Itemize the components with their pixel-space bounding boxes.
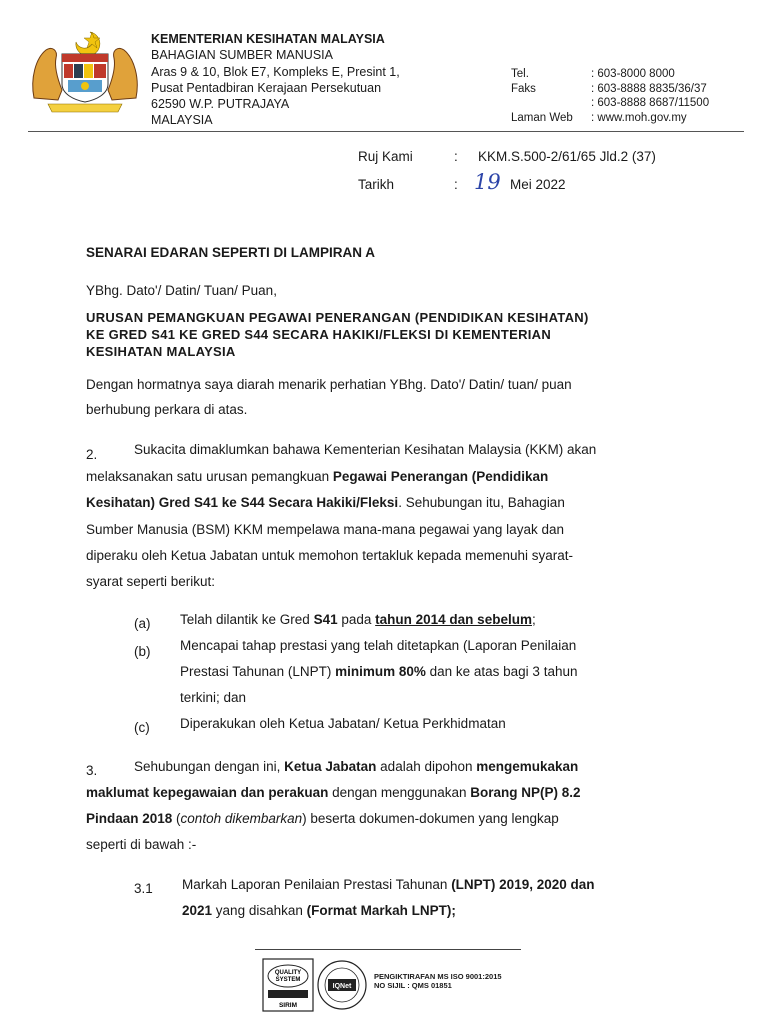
paragraph-2-line: Sukacita dimaklumkan bahawa Kementerian Kesihatan Malaysia (KKM) akan (134, 442, 597, 457)
tel-label: Tel. (511, 68, 529, 80)
tel-value: : 603-8000 8000 (591, 68, 675, 80)
condition-label: (c) (134, 720, 150, 735)
condition-c: Diperakukan oleh Ketua Jabatan/ Ketua Perkhidmatan (180, 716, 506, 731)
website-value: : www.moh.gov.my (591, 112, 687, 124)
condition-a: Telah dilantik ke Gred S41 pada tahun 2014 dan sebelum; (180, 612, 536, 627)
system-text: SYSTEM (275, 977, 301, 983)
condition-b-line: terkini; dan (180, 690, 247, 705)
item-number: 3.1 (134, 881, 153, 896)
address-line: Pusat Pentadbiran Kerajaan Persekutuan (151, 81, 382, 95)
letterhead-divider (28, 131, 744, 132)
fax-value-2: : 603-8888 8687/11500 (591, 97, 710, 109)
fax-label: Faks (511, 83, 536, 95)
paragraph-3-line: maklumat kepegawaian dan perakuan dengan menggunakan Borang NP(P) 8.2 (86, 785, 581, 800)
date-label: Tarikh (358, 177, 395, 192)
reference-label: Ruj Kami (358, 149, 413, 164)
paragraph-3-line: Sehubungan dengan ini, Ketua Jabatan adalah dipohon mengemukakan (134, 759, 579, 774)
website-label: Laman Web (511, 112, 573, 124)
sirim-text: SIRIM (278, 1002, 298, 1009)
address-line: MALAYSIA (151, 113, 213, 127)
certification-text: PENGIKTIRAFAN MS ISO 9001:2015 (374, 972, 502, 981)
condition-label: (b) (134, 644, 151, 659)
subject-line: URUSAN PEMANGKUAN PEGAWAI PENERANGAN (PENDIDIKAN KESIHATAN) (86, 310, 589, 325)
coat-of-arms-icon (28, 28, 142, 114)
certificate-number: NO SIJIL : QMS 01851 (374, 981, 452, 990)
paragraph-number: 3. (86, 763, 98, 778)
subject-line: KE GRED S41 KE GRED S44 SECARA HAKIKI/FLEKSI DI KEMENTERIAN (86, 327, 552, 342)
paragraph-number: 2. (86, 447, 98, 462)
paragraph-2-line: Sumber Manusia (BSM) KKM mempelawa mana-mana pegawai yang layak dan (86, 522, 564, 537)
ministry-name: KEMENTERIAN KESIHATAN MALAYSIA (151, 32, 385, 46)
condition-b-line: Prestasi Tahunan (LNPT) minimum 80% dan ke atas bagi 3 tahun (180, 664, 578, 679)
paragraph-3-line: seperti di bawah :- (86, 837, 197, 852)
address-line: Aras 9 & 10, Blok E7, Kompleks E, Presint 1, (151, 65, 400, 79)
item-3-1-line: Markah Laporan Penilaian Prestasi Tahunan (LNPT) 2019, 2020 dan (182, 877, 595, 892)
fax-value: : 603-8888 8835/36/37 (591, 83, 707, 95)
condition-b-line: Mencapai tahap prestasi yang telah ditetapkan (Laporan Penilaian (180, 638, 577, 653)
footer-divider (255, 949, 521, 950)
reference-number: KKM.S.500-2/61/65 Jld.2 (37) (478, 149, 656, 164)
item-3-1-line: 2021 yang disahkan (Format Markah LNPT); (182, 903, 456, 918)
intro-line: berhubung perkara di atas. (86, 402, 248, 417)
handwritten-day: 19 (474, 170, 501, 194)
iqnet-text: IQNet (332, 983, 352, 990)
intro-line: Dengan hormatnya saya diarah menarik perhatian YBhg. Dato'/ Datin/ tuan/ puan (86, 377, 572, 392)
date-colon: : (454, 177, 458, 192)
quality-text: QUALITY (274, 970, 302, 976)
date-month-year: Mei 2022 (510, 177, 566, 192)
paragraph-3-line: Pindaan 2018 (contoh dikembarkan) beserta dokumen-dokumen yang lengkap (86, 811, 559, 826)
certification-logos-icon (262, 958, 370, 1012)
division-name: BAHAGIAN SUMBER MANUSIA (151, 48, 333, 62)
salutation: YBhg. Dato'/ Datin/ Tuan/ Puan, (86, 283, 277, 298)
paragraph-2-line: melaksanakan satu urusan pemangkuan Pegawai Penerangan (Pendidikan (86, 469, 549, 484)
recipient-line: SENARAI EDARAN SEPERTI DI LAMPIRAN A (86, 245, 376, 260)
paragraph-2-line: diperaku oleh Ketua Jabatan untuk memohon tertakluk kepada memenuhi syarat- (86, 548, 574, 563)
reference-colon: : (454, 149, 458, 164)
address-line: 62590 W.P. PUTRAJAYA (151, 97, 290, 111)
subject-line: KESIHATAN MALAYSIA (86, 344, 236, 359)
condition-label: (a) (134, 616, 151, 631)
paragraph-2-line: syarat seperti berikut: (86, 574, 216, 589)
paragraph-2-line: Kesihatan) Gred S41 ke S44 Secara Hakiki/Fleksi. Sehubungan itu, Bahagian (86, 495, 565, 510)
